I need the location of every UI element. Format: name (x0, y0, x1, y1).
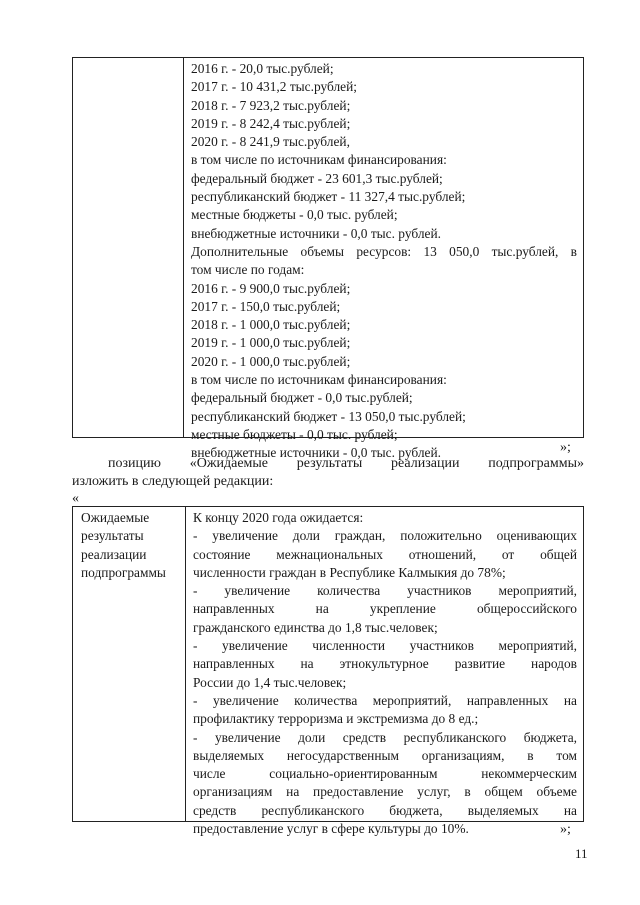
result-line: профилактику терроризма и экстремизма до 8 ед.; (193, 711, 479, 727)
table-line: 2019 г. - 1 000,0 тыс.рублей; (191, 335, 351, 351)
table-line: 2016 г. - 9 900,0 тыс.рублей; (191, 280, 351, 296)
column-divider (185, 507, 186, 821)
result-line: направленных на этнокультурное развитие народов (193, 656, 577, 672)
table-line: Дополнительные объемы ресурсов: 13 050,0 тыс.рублей, в (191, 243, 577, 259)
row-heading-cell (81, 509, 181, 582)
table-line: 2017 г. - 150,0 тыс.рублей; (191, 298, 341, 314)
instruction-paragraph (72, 455, 584, 491)
expected-results-table (72, 506, 584, 837)
table-line: 2016 г. - 20,0 тыс.рублей; (191, 61, 334, 76)
result-line: К концу 2020 года ожидается: (193, 510, 364, 525)
result-line: организациям на предоставление услуг, в общем объеме (193, 784, 577, 800)
table-line: республиканский бюджет - 13 050,0 тыс.рублей; (191, 408, 466, 424)
heading-line: Ожидаемые (81, 510, 150, 525)
table-line: внебюджетные источники - 0,0 тыс. рублей. (191, 445, 441, 461)
paragraph-line: изложить в следующей редакции: (72, 474, 274, 489)
table-line: федеральный бюджет - 0,0 тыс.рублей; (191, 390, 413, 406)
opening-quote: « (72, 491, 79, 506)
result-line: средств республиканского бюджета, выделяемых на (193, 802, 577, 818)
table-line: 2017 г. - 10 431,2 тыс.рублей; (191, 79, 357, 95)
heading-line: реализации (81, 546, 147, 562)
table-line: 2018 г. - 1 000,0 тыс.рублей; (191, 317, 351, 333)
closing-quote: »; (560, 822, 571, 837)
table-line: местные бюджеты - 0,0 тыс. рублей; (191, 426, 398, 442)
heading-line: результаты (81, 528, 144, 544)
table-line: внебюджетные источники - 0,0 тыс. рублей. (191, 225, 441, 241)
table-line: республиканский бюджет - 11 327,4 тыс.рублей; (191, 189, 466, 205)
result-line: численности граждан в Республике Калмыкия до 78%; (193, 564, 506, 580)
table-line: в том числе по источникам финансирования: (191, 152, 447, 168)
result-line: - увеличение количества участников мероприятий, (193, 583, 577, 599)
table-line: 2020 г. - 8 241,9 тыс.рублей, (191, 134, 350, 150)
result-line: состояние межнациональных отношений, от общей (193, 546, 577, 562)
result-line: направленных на укрепление общероссийского (193, 601, 577, 617)
result-line: выделяемых негосударственным организациям, в том (193, 747, 577, 763)
result-line: предоставление услуг в сфере культуры до 10%. (193, 821, 469, 837)
table-line: местные бюджеты - 0,0 тыс. рублей; (191, 207, 398, 223)
result-line: - увеличение численности участников мероприятий, (193, 638, 577, 654)
funding-table-continuation (72, 57, 584, 461)
page-number: 11 (575, 846, 588, 861)
result-line: гражданского единства до 1,8 тыс.человек; (193, 619, 438, 635)
heading-line: подпрограммы (81, 564, 166, 580)
funding-cell (191, 60, 577, 463)
table-line: 2019 г. - 8 242,4 тыс.рублей; (191, 115, 351, 131)
result-line: числе социально-ориентированным некоммерческим (193, 766, 577, 782)
result-line: - увеличение количества мероприятий, направленных на (193, 692, 577, 708)
expected-results-cell (193, 509, 577, 838)
result-line: - увеличение доли средств республиканского бюджета, (193, 729, 577, 745)
result-line: - увеличение доли граждан, положительно оценивающих (193, 528, 577, 544)
result-line: России до 1,4 тыс.человек; (193, 674, 347, 690)
table-line: том числе по годам: (191, 262, 305, 278)
paragraph-line: позицию «Ожидаемые результаты реализации подпрограммы» (108, 456, 584, 471)
table-line: федеральный бюджет - 23 601,3 тыс.рублей; (191, 170, 443, 186)
table-line: 2020 г. - 1 000,0 тыс.рублей; (191, 353, 351, 369)
column-divider (183, 58, 184, 437)
closing-quote: »; (560, 440, 571, 455)
table-line: 2018 г. - 7 923,2 тыс.рублей; (191, 97, 351, 113)
table-line: в том числе по источникам финансирования: (191, 372, 447, 388)
